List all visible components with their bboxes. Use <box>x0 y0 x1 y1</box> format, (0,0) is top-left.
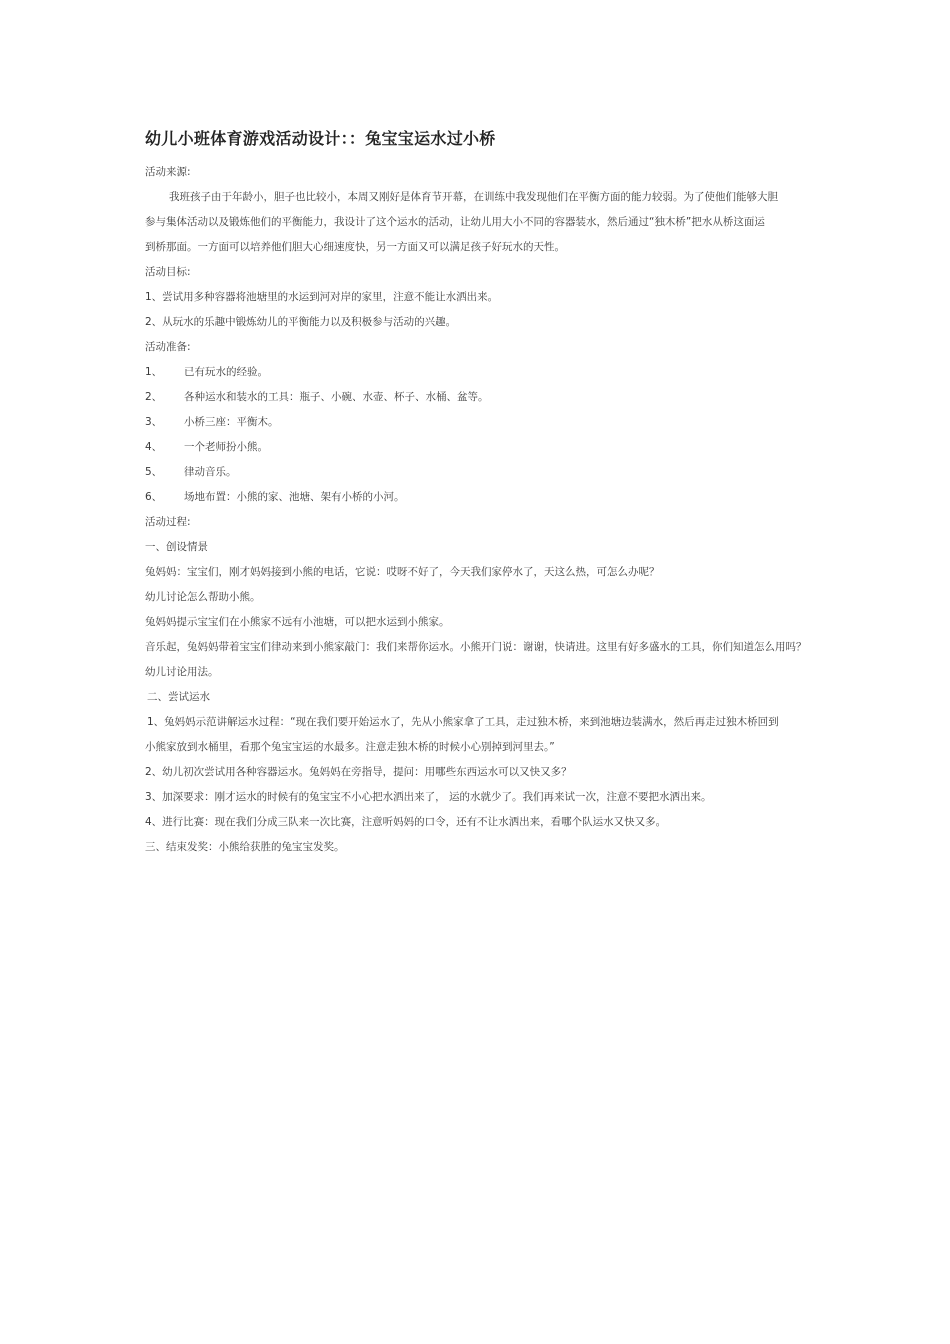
paragraph-line: 幼儿讨论怎么帮助小熊。 <box>145 591 261 603</box>
paragraph-line: 1、兔妈妈示范讲解运水过程：“现在我们要开始运水了，先从小熊家拿了工具，走过独木桥，来到池塘边装满水，然后再走过独木桥回到 <box>147 716 779 728</box>
paragraph-line: 我班孩子由于年龄小，胆子也比较小，本周又刚好是体育节开幕，在训练中我发现他们在平衡方面的能力较弱。为了使他们能够大胆 <box>169 191 778 203</box>
paragraph-line: 到桥那面。一方面可以培养他们胆大心细速度快，另一方面又可以满足孩子好玩水的天性。 <box>145 241 565 253</box>
prep-item-number: 5、 <box>145 466 163 478</box>
paragraph-line: 小熊家放到水桶里，看那个兔宝宝运的水最多。注意走独木桥的时候小心别掉到河里去。” <box>145 741 555 753</box>
paragraph-line: 2、幼儿初次尝试用各种容器运水。兔妈妈在旁指导，提问：用哪些东西运水可以又快又多？ <box>145 766 572 778</box>
prep-item-number: 6、 <box>145 491 163 503</box>
section-heading-process: 活动过程: <box>145 516 191 528</box>
paragraph-line: 3、加深要求：刚才运水的时候有的兔宝宝不小心把水洒出来了， 运的水就少了。我们再来试一次，注意不要把水洒出来。 <box>145 791 712 803</box>
prep-item-number: 2、 <box>145 391 163 403</box>
document-title: 幼儿小班体育游戏活动设计：：兔宝宝运水过小桥 <box>145 129 496 148</box>
step-heading: 二、尝试运水 <box>147 691 210 703</box>
step-heading: 一、创设情景 <box>145 541 208 553</box>
paragraph-line: 参与集体活动以及锻炼他们的平衡能力，我设计了这个运水的活动，让幼儿用大小不同的容器装水，然后通过“独木桥”把水从桥这面运 <box>145 216 765 228</box>
prep-item <box>145 465 237 479</box>
paragraph-line: 音乐起，兔妈妈带着宝宝们律动来到小熊家敲门：我们来帮你运水。小熊开门说：谢谢，快请进。这里有好多盛水的工具，你们知道怎么用吗？ <box>145 641 807 653</box>
prep-item-text: 场地布置：小熊的家、池塘、架有小桥的小河。 <box>184 491 405 503</box>
prep-item-text: 一个老师扮小熊。 <box>184 441 268 453</box>
prep-item-text: 各种运水和装水的工具：瓶子、小碗、水壶、杯子、水桶、盆等。 <box>184 391 489 403</box>
prep-item-number: 1、 <box>145 366 163 378</box>
paragraph-line: 4、进行比赛：现在我们分成三队来一次比赛，注意听妈妈的口令，还有不让水洒出来，看哪个队运水又快又多。 <box>145 816 667 828</box>
prep-item-number: 4、 <box>145 441 163 453</box>
prep-item-number: 3、 <box>145 416 163 428</box>
prep-item <box>145 440 268 454</box>
goal-item: 1、尝试用多种容器将池塘里的水运到河对岸的家里，注意不能让水洒出来。 <box>145 291 499 303</box>
prep-item <box>145 415 279 429</box>
section-heading-preparation: 活动准备: <box>145 341 191 353</box>
paragraph-line: 兔妈妈：宝宝们，刚才妈妈接到小熊的电话，它说：哎呀不好了，今天我们家停水了，天这么热，可怎么办呢？ <box>145 566 660 578</box>
prep-item <box>145 365 268 379</box>
prep-item-text: 律动音乐。 <box>184 466 237 478</box>
prep-item <box>145 490 405 504</box>
section-heading-source: 活动来源: <box>145 166 191 178</box>
prep-item-text: 已有玩水的经验。 <box>184 366 268 378</box>
prep-item-text: 小桥三座：平衡木。 <box>184 416 279 428</box>
paragraph-line: 兔妈妈提示宝宝们在小熊家不远有小池塘，可以把水运到小熊家。 <box>145 616 450 628</box>
prep-item <box>145 390 489 404</box>
paragraph-line: 幼儿讨论用法。 <box>145 666 219 678</box>
section-heading-goals: 活动目标: <box>145 266 191 278</box>
goal-item: 2、从玩水的乐趣中锻炼幼儿的平衡能力以及积极参与活动的兴趣。 <box>145 316 457 328</box>
step-heading: 三、结束发奖：小熊给获胜的兔宝宝发奖。 <box>145 841 345 853</box>
